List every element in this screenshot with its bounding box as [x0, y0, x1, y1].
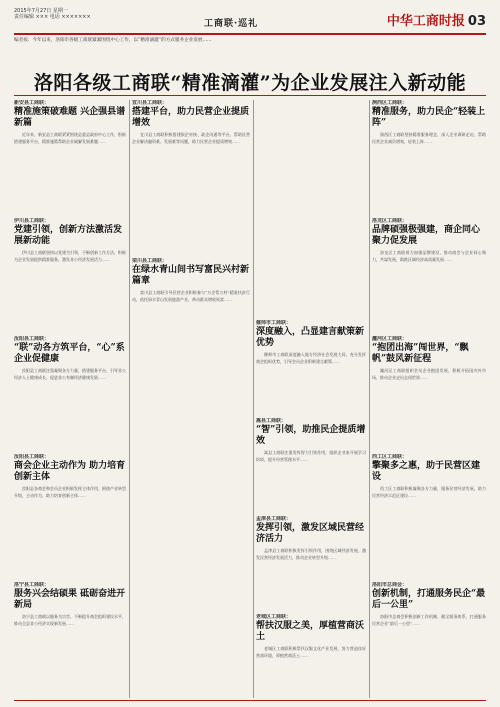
article	[256, 516, 366, 606]
page-number: 03	[467, 14, 486, 29]
article	[132, 100, 250, 250]
article-body: 栾川县工商联引导民营企业积极参与“万企帮万村”精准扶贫行动，依托绿水青山发展旅游产业，带动群众增收致富……	[132, 290, 250, 302]
article-body: 汝阳县工商联注重凝聚各方力量，搭建服务平台，引导非公经济人士健康成长，促进非公有制经济健康发展……	[14, 368, 126, 380]
article-kicker: 涧西区工商联：	[372, 100, 408, 106]
article-body: 洛龙区工商联着力加强品牌建设，推动商会与企业同心聚力，共谋发展，助推区域经济高质量发展……	[372, 250, 486, 262]
article	[372, 336, 486, 446]
article-title: “智”引领，助推民企提质增效	[256, 425, 366, 446]
masthead	[14, 6, 486, 32]
article-kicker: 老城区工商联：	[256, 614, 292, 620]
article-body: 洛阳市总商会积极创新工作机制，健全服务体系，打通服务民营企业“最后一公里”……	[372, 614, 486, 626]
article-body: 老城区工商联积极帮扶汉服文化产业发展，努力营造良好营商环境，厚植营商沃土……	[256, 646, 366, 658]
article-body: 宜川县工商联积极搭建银企对接、政企沟通等平台，帮助民营企业解决融资难、发展难等问题，助力民营企业提质增效……	[132, 132, 250, 144]
article-body: 嵩县工商联注重发挥智力引领作用，组织企业家开展学习培训，提升经营管理水平……	[256, 450, 366, 462]
article-kicker: 洛龙区工商联：	[372, 218, 408, 224]
article-title: 精准施策破难题 兴企强县谱新篇	[14, 107, 126, 128]
column-divider	[369, 100, 370, 698]
article-body: 西工区工商联积极凝聚各方力量，服务民营经济发展，助力民营经济示范区建设……	[372, 486, 486, 498]
article-body: 瀍河区工商联组织会员企业抱团发展，积极开拓国内外市场，推动企业走出去闯世界……	[372, 368, 486, 380]
article-title: 帮扶汉服之美，厚植营商沃土	[256, 621, 365, 642]
article-title: 服务兴会结硕果 砥砺奋进开新局	[14, 589, 126, 610]
article	[256, 418, 366, 508]
article	[14, 100, 126, 210]
article	[372, 454, 486, 574]
article-title: 品牌硕强极强建，商企同心聚力促发展	[372, 225, 481, 246]
article-body: 孟津县工商联积极发挥引领作用，围绕区域经济发展，激发民营经济发展活力，推动企业转型升级……	[256, 548, 366, 560]
article-title: 创新机制，打通服务民企“最后一公里”	[372, 589, 486, 610]
article	[372, 582, 486, 692]
article-body: 涧西区工商联坚持精准服务理念，深入企业调研走访，帮助民营企业减负增效，轻装上阵……	[372, 132, 486, 144]
article-body: 洛宁县工商联以服务为宗旨，不断提升商会组织建设水平，推动全县非公经济实现新发展……	[14, 614, 126, 626]
article	[256, 614, 366, 698]
article-body: 近年来，新安县工商联紧紧围绕县委县政府中心工作，积极搭建服务平台，精准施策帮助企业破解发展难题……	[14, 132, 126, 144]
masthead-info	[14, 8, 91, 20]
article-kicker: 孟津县工商联：	[256, 516, 292, 522]
article	[14, 454, 126, 574]
paper-title: 中华工商时报	[386, 14, 465, 29]
article-title: 商会企业主动作为 助力培育创新主体	[14, 461, 126, 482]
article-kicker: 汝阳县工商联：	[14, 454, 50, 460]
article	[372, 100, 486, 210]
article-body: 汝阳县各商会和会员企业积极发挥主体作用，围绕产业转型升级，主动作为，助力培育创新主体……	[14, 486, 126, 498]
headline-rule	[14, 95, 486, 96]
article-title: 发挥引领，激发区域民营经济活力	[256, 523, 365, 544]
column-divider	[253, 100, 254, 698]
article-body: 偃师市工商联深度融入地方经济社会发展大局，充分发挥商会组织优势，引导会员企业积极建言献策……	[256, 352, 366, 364]
article-kicker: 嵩县工商联：	[256, 418, 287, 424]
article-title: 党建引领，创新方法激活发展新动能	[14, 225, 123, 246]
article	[256, 320, 366, 410]
article	[14, 582, 126, 692]
footer-rule	[14, 700, 486, 701]
article-kicker: 西工区工商联：	[372, 454, 408, 460]
article	[14, 218, 126, 328]
masthead-editor: 责任编辑 ××× 电话 ×××××××	[14, 14, 91, 20]
article-kicker: 宜川县工商联：	[132, 100, 168, 106]
article-kicker: 伊川县工商联：	[14, 218, 50, 224]
article-kicker: 洛阳市总商会：	[372, 582, 408, 588]
article-title: 深度融入，凸显建言献策新优势	[256, 327, 365, 348]
article-kicker: 汝阳县工商联：	[14, 336, 50, 342]
article-title: 搭建平台，助力民营企业提质增效	[132, 107, 250, 128]
article-kicker: 偃师市工商联：	[256, 320, 292, 326]
article	[372, 218, 486, 328]
article-title: 在绿水青山间书写富民兴村新篇章	[132, 265, 250, 286]
article-title: “联”动各方筑平台，“心”系企业促健康	[14, 343, 125, 364]
section-title: 工商联·巡礼	[204, 19, 259, 29]
article-title: 精准服务，助力民企“轻装上阵”	[372, 107, 486, 128]
article-body: 伊川县工商联坚持以党建为引领，不断创新工作方法，积极为企业发展提供精准服务，激发非公经济发展活力……	[14, 250, 126, 262]
column-divider	[129, 100, 130, 698]
article-kicker: 新安县工商联：	[14, 100, 50, 106]
masthead-date: 2015年7月27日 星期一	[14, 8, 68, 14]
article-kicker: 栾川县工商联：	[132, 258, 168, 264]
editor-note: 编者按：今年以来，洛阳市各级工商联紧紧围绕中心工作，以“精准滴灌”的方式服务企业发展……	[14, 38, 212, 43]
article-title: “抱团出海”闯世界，“飘帆”鼓风新征程	[372, 343, 469, 364]
article	[14, 336, 126, 446]
article-kicker: 洛宁县工商联：	[14, 582, 50, 588]
article-title: 擎聚多之惠，助于民营区建设	[372, 461, 481, 482]
article	[132, 258, 250, 408]
paper-name	[387, 10, 486, 29]
main-headline: 洛阳各级工商联“精准滴灌”为企业发展注入新动能	[33, 72, 467, 94]
masthead-rule	[14, 33, 486, 35]
article-kicker: 瀍河区工商联：	[372, 336, 408, 342]
